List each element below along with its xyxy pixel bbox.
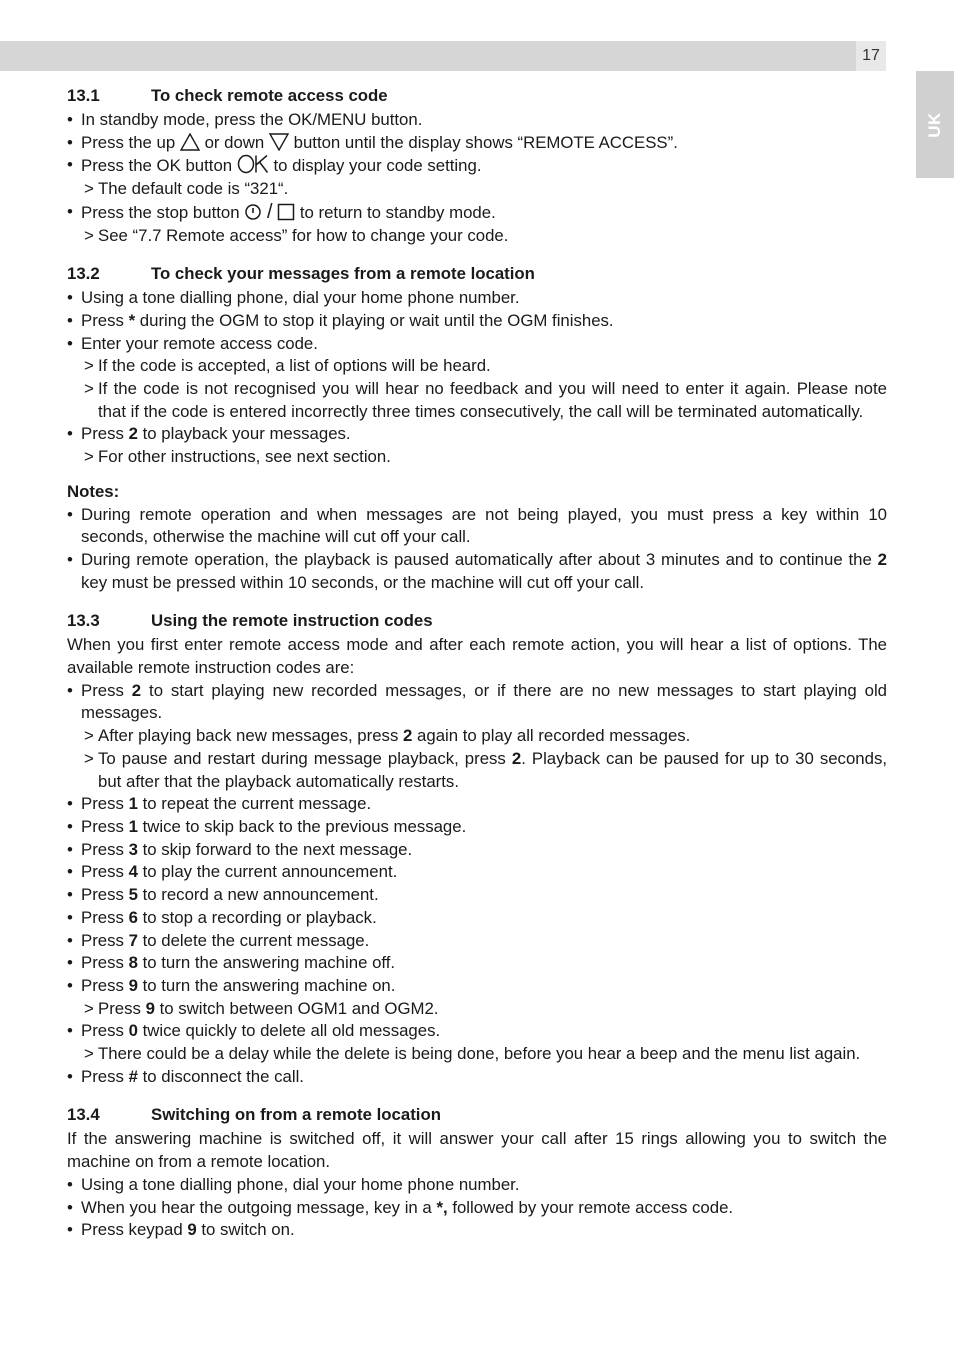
list-subitem: > If the code is accepted, a list of options will be heard. [84, 356, 491, 376]
list-item: • Press 0 twice quickly to delete all old messages. [67, 1021, 441, 1041]
section-heading-13-4: 13.4 Switching on from a remote location [67, 1105, 441, 1125]
list-subitem: > See “7.7 Remote access” for how to change your code. [84, 225, 509, 245]
up-triangle-icon [180, 133, 200, 151]
list-item: • Press 5 to record a new announcement. [67, 885, 379, 905]
header-bar [0, 41, 856, 71]
list-item: • Press 2 to playback your messages. [67, 424, 351, 444]
list-item: • Press 2 to start playing new recorded messages, or if there are no new messages to start playing old messages. [67, 680, 887, 723]
list-item: • Press # to disconnect the call. [67, 1066, 304, 1086]
list-item: • Press 1 twice to skip back to the previous message. [67, 816, 467, 836]
page-number: 17 [856, 41, 886, 71]
list-subitem: > Press 9 to switch between OGM1 and OGM2. [84, 998, 439, 1018]
section-intro: When you first enter remote access mode and after each remote action, you will hear a list of options. The available remote instruction codes are: [67, 635, 887, 678]
list-subitem: > After playing back new messages, press 2 again to play all recorded messages. [84, 726, 691, 746]
note-item: • During remote operation, the playback is paused automatically after about 3 minutes and to continue the 2 key must be pressed within 10 seconds, or the machine will cut off your call. [67, 549, 887, 592]
list-item: • Press * during the OGM to stop it playing or wait until the OGM finishes. [67, 310, 614, 330]
list-item: • Press the OK button to display your code setting. [67, 155, 482, 176]
list-subitem: > If the code is not recognised you will hear no feedback and you will need to enter it again. Please note that if the code is entered incorrectly three times consecutively, the call will be terminated automatically. [84, 379, 887, 421]
list-subitem: > For other instructions, see next section. [84, 447, 391, 467]
list-item: • When you hear the outgoing message, key in a *, followed by your remote access code. [67, 1197, 734, 1217]
section-heading-13-3: 13.3 Using the remote instruction codes [67, 611, 433, 631]
power-icon [244, 203, 262, 221]
list-item: • Press 4 to play the current announcement. [67, 862, 398, 882]
note-item: • During remote operation and when messages are not being played, you must press a key within 10 seconds, otherwise the machine will cut off your call. [67, 504, 887, 547]
list-item: • Press 7 to delete the current message. [67, 930, 370, 950]
list-item: • Press 8 to turn the answering machine off. [67, 953, 396, 973]
list-subitem: > The default code is “321“. [84, 179, 289, 199]
manual-content [67, 83, 887, 1242]
ok-icon [237, 154, 269, 174]
language-tab-label: UK [925, 111, 944, 138]
list-item: • Press 1 to repeat the current message. [67, 794, 372, 814]
list-item: • Using a tone dialling phone, dial your home phone number. [67, 288, 520, 308]
list-item: • In standby mode, press the OK/MENU button. [67, 110, 423, 129]
list-item: • Press 9 to turn the answering machine on. [67, 975, 396, 995]
list-item: • Press the up or down button until the display shows “REMOTE ACCESS”. [67, 132, 678, 152]
list-item: • Using a tone dialling phone, dial your home phone number. [67, 1174, 520, 1194]
section-heading-13-1: 13.1 To check remote access code [67, 86, 388, 105]
notes-heading: Notes: [67, 481, 120, 501]
list-item: • Press 3 to skip forward to the next message. [67, 839, 413, 859]
stop-square-icon [277, 203, 295, 221]
list-item: • Enter your remote access code. [67, 333, 318, 353]
list-subitem: > There could be a delay while the delete is being done, before you hear a beep and the menu list again. [84, 1044, 861, 1064]
list-item: • Press 6 to stop a recording or playback. [67, 907, 377, 927]
list-item: • Press keypad 9 to switch on. [67, 1220, 295, 1240]
list-subitem: > To pause and restart during message playback, press 2. Playback can be paused for up to 30 seconds, but after that the playback automatically restarts. [84, 748, 887, 791]
section-heading-13-2: 13.2 To check your messages from a remote location [67, 264, 535, 284]
down-triangle-icon [269, 133, 289, 151]
language-tab [916, 71, 954, 178]
section-intro: If the answering machine is switched off, it will answer your call after 15 rings allowing you to switch the machine on from a remote location. [67, 1129, 887, 1172]
list-item: • Press the stop button / to return to standby mode. [67, 200, 496, 223]
